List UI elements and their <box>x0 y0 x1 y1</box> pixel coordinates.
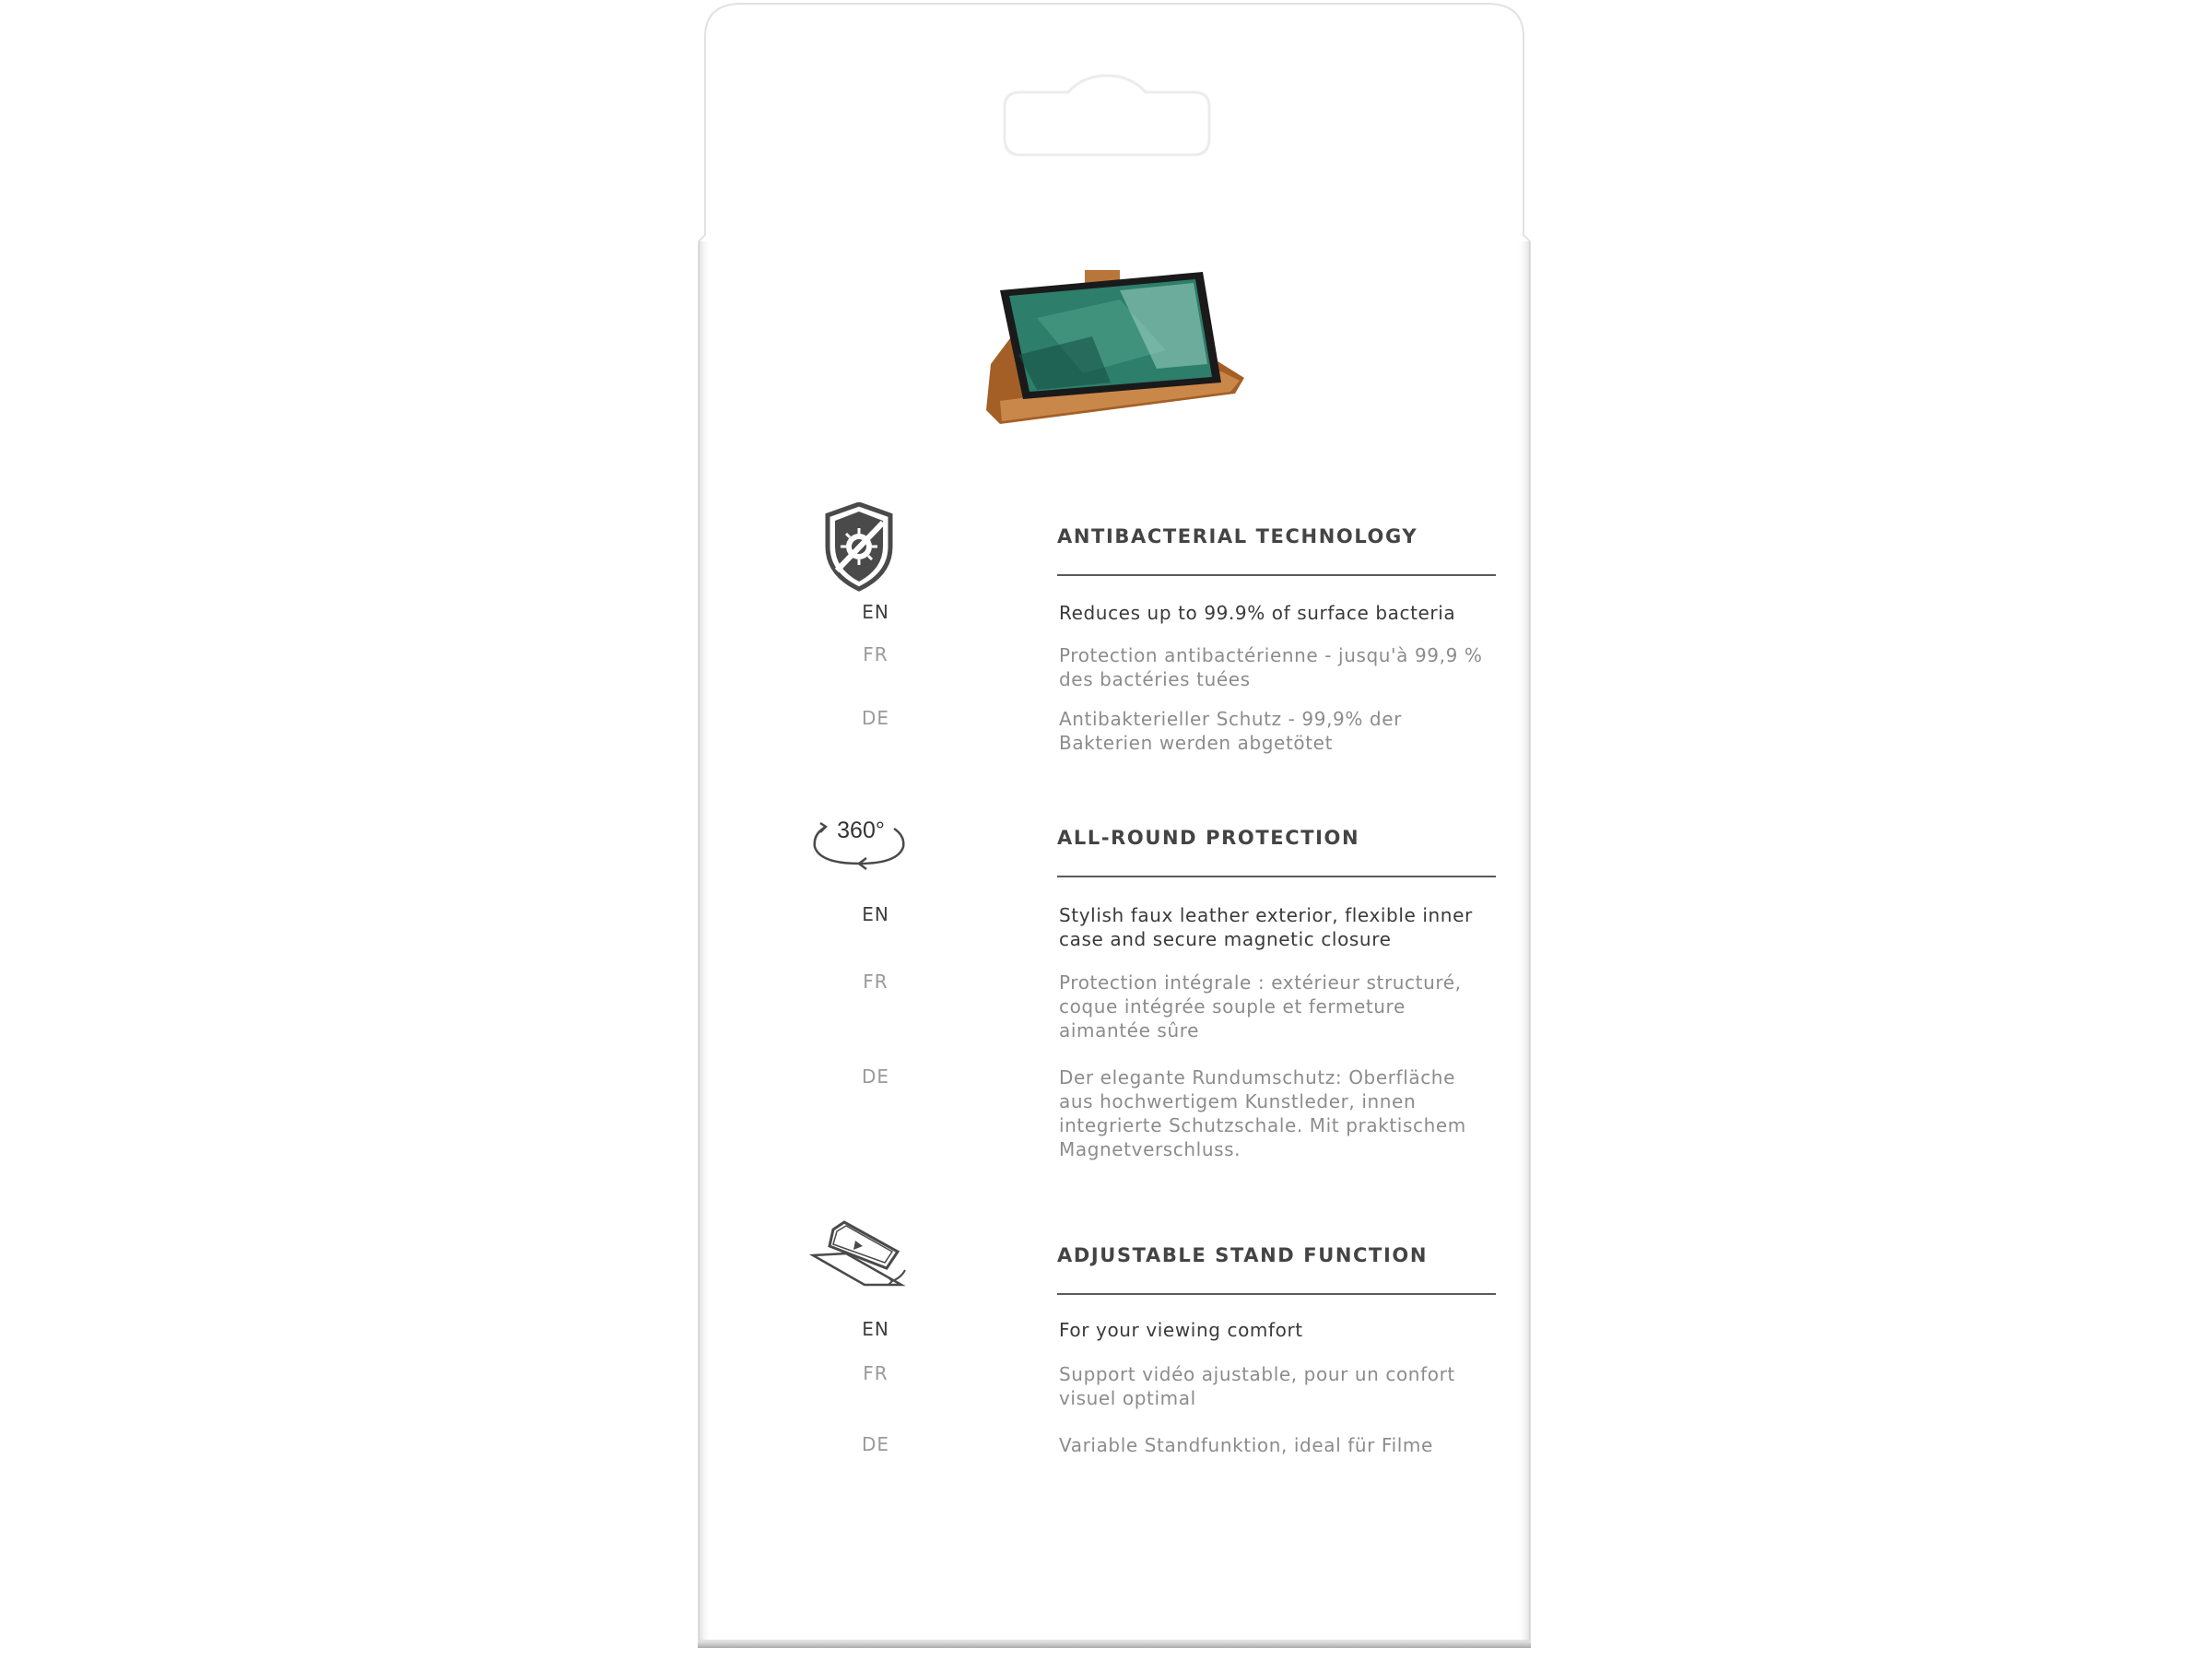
section-divider <box>1057 574 1496 576</box>
rotate-360-icon <box>809 816 909 908</box>
lang-code: EN <box>862 601 889 623</box>
section-title: ADJUSTABLE STAND FUNCTION <box>1057 1244 1429 1266</box>
section-title: ANTIBACTERIAL TECHNOLOGY <box>1057 525 1418 547</box>
lang-code: FR <box>863 643 888 665</box>
lang-text: Support vidéo ajustable, pour un confort visuel optimal <box>1059 1363 1455 1409</box>
lang-code: EN <box>862 903 889 925</box>
lang-text: Variable Standfunktion, ideal für Filme <box>1059 1434 1433 1456</box>
section-divider <box>1057 876 1496 877</box>
section-title: ALL-ROUND PROTECTION <box>1057 827 1360 849</box>
packaging-card <box>696 0 1533 1650</box>
lang-text: Der elegante Rundumschutz: Oberfläche aus hochwertigem Kunstleder, innen integrierte Schutzschale. Mit praktischem Magnetverschluss. <box>1059 1066 1466 1160</box>
lang-text: Antibakterieller Schutz - 99,9% der Bakterien werden abgetötet <box>1059 708 1402 754</box>
lang-text: Reduces up to 99.9% of surface bacteria <box>1059 602 1456 624</box>
section-divider <box>1057 1293 1496 1295</box>
lang-code: FR <box>863 971 888 993</box>
phone-wallet-case-image <box>982 263 1249 433</box>
lang-text: Protection intégrale : extérieur structuré, coque intégrée souple et fermeture aimantée sûre <box>1059 971 1462 1041</box>
lang-code: DE <box>861 707 890 729</box>
lang-text: For your viewing comfort <box>1059 1319 1303 1341</box>
antibacterial-shield-icon <box>809 502 909 594</box>
phone-stand-icon <box>809 1217 909 1309</box>
lang-text: Protection antibactérienne - jusqu'à 99,9 % des bactéries tuées <box>1059 644 1483 690</box>
lang-code: FR <box>863 1362 888 1384</box>
rotate-360-label: 360° <box>837 818 885 843</box>
lang-code: EN <box>862 1318 889 1340</box>
lang-code: DE <box>861 1433 890 1455</box>
lang-code: DE <box>861 1065 890 1088</box>
lang-text: Stylish faux leather exterior, flexible inner case and secure magnetic closure <box>1059 904 1473 950</box>
